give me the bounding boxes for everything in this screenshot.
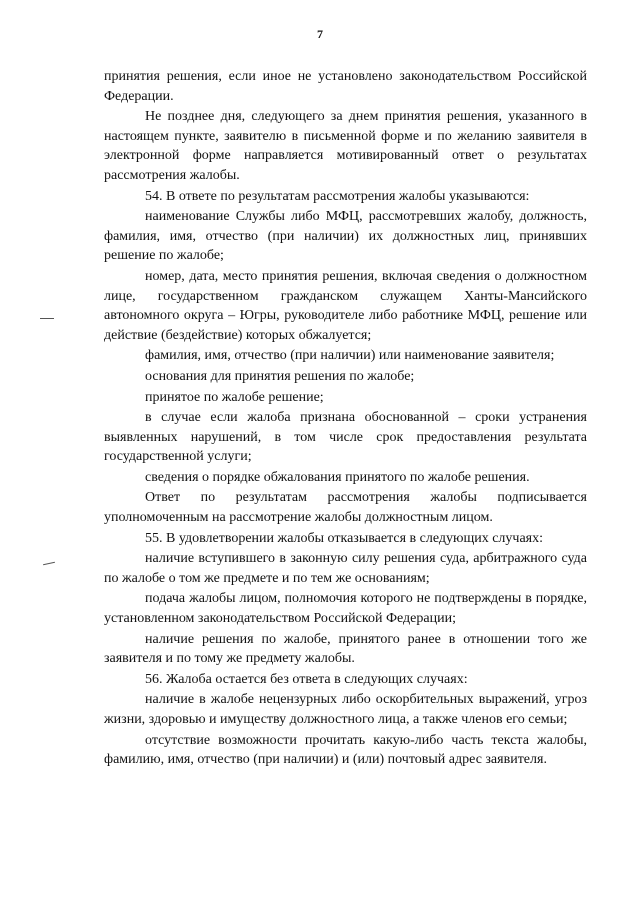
list-item: сведения о порядке обжалования принятого по жалобе решения.: [145, 469, 530, 485]
list-item: отсутствие возможности прочитать какую-либо часть текста жалобы, фамилию, имя, отчество (при наличии) и (или) почтовый адрес заявителя.: [104, 732, 587, 768]
list-item: наличие вступившего в законную силу решения суда, арбитражного суда по жалобе о том же предмете и по тем же основаниям;: [104, 551, 587, 586]
paragraph-continuation: принятия решения, если иное не установлено законодательством Российской Федерации.: [104, 69, 587, 104]
margin-mark: [43, 562, 55, 565]
section-56-heading: 56. Жалоба остается без ответа в следующих случаях:: [145, 671, 468, 687]
page-number: 7: [317, 27, 323, 41]
list-item: подача жалобы лицом, полномочия которого не подтверждены в порядке, установленном законодательством Российской Федерации;: [104, 591, 587, 627]
margin-mark: [40, 318, 54, 319]
paragraph: Не позднее дня, следующего за днем принятия решения, указанного в настоящем пункте, заявителю в письменной форме и по желанию заявителя в электронной форме направляется мотивированный ответ о результатах рассмотрения жалобы.: [104, 109, 587, 183]
list-item: принятое по жалобе решение;: [145, 389, 324, 405]
paragraph: Ответ по результатам рассмотрения жалобы подписывается уполномоченным на рассмотрение жалобы должностным лицом.: [104, 490, 587, 526]
list-item: наименование Службы либо МФЦ, рассмотревших жалобу, должность, фамилия, имя, отчество (при наличии) их должностных лиц, принявших решение по жалобе;: [104, 209, 587, 264]
list-item: наличие решения по жалобе, принятого ранее в отношении того же заявителя и по тому же предмету жалобы.: [104, 631, 587, 667]
section-55-heading: 55. В удовлетворении жалобы отказывается в следующих случаях:: [145, 530, 544, 546]
list-item: наличие в жалобе нецензурных либо оскорбительных выражений, угроз жизни, здоровью и имуществу должностного лица, а также членов его семьи;: [104, 692, 587, 727]
section-54-heading: 54. В ответе по результатам рассмотрения жалобы указываются:: [145, 188, 530, 204]
list-item: номер, дата, место принятия решения, включая сведения о должностном лице, государственном гражданском служащем Ханты-Мансийского автономного округа – Югры, руководителе либо работнике МФЦ, решение или действие (бездействие) которых обжалуется;: [104, 268, 587, 343]
list-item: основания для принятия решения по жалобе;: [145, 368, 415, 384]
list-item: в случае если жалоба признана обоснованной – сроки устранения выявленных нарушений, в том числе срок предоставления результата государственной услуги;: [104, 410, 587, 465]
list-item: фамилия, имя, отчество (при наличии) или наименование заявителя;: [145, 348, 555, 364]
document-body: [104, 67, 587, 771]
